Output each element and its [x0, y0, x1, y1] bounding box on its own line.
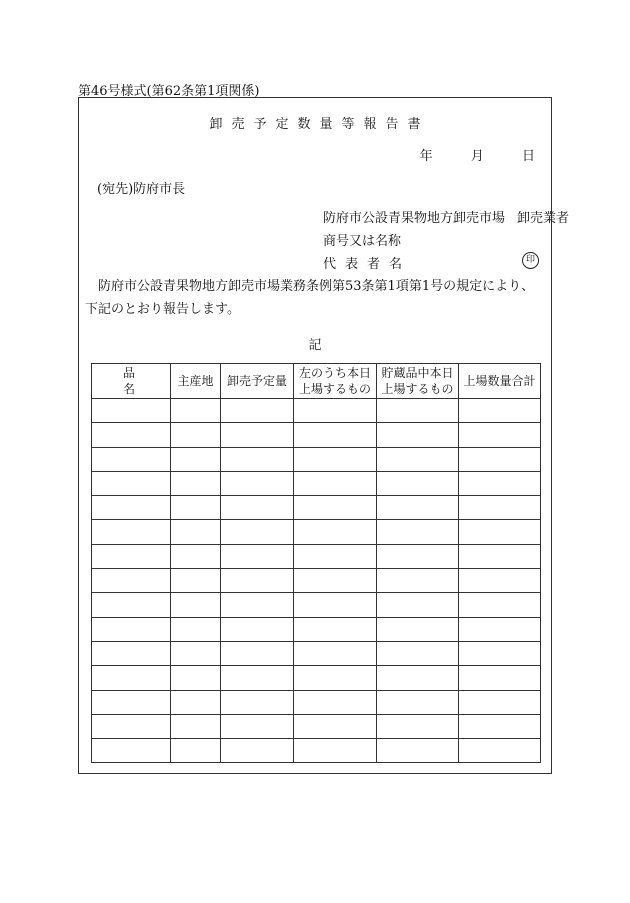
table-row [92, 423, 541, 447]
table-row [92, 520, 541, 544]
table-header-row [92, 364, 541, 399]
report-form-frame [78, 97, 570, 774]
listed-today-cell[interactable] [294, 569, 377, 593]
stored-listed-today-cell[interactable] [377, 569, 459, 593]
form-number: 第46号様式(第62条第1項関係) [78, 84, 260, 99]
item-name-cell[interactable] [92, 714, 171, 738]
stored-listed-today-cell[interactable] [377, 714, 459, 738]
total-listed-cell[interactable] [459, 666, 541, 690]
listed-today-cell[interactable] [294, 544, 377, 568]
representative-line [323, 253, 539, 272]
item-name-cell[interactable] [92, 641, 171, 665]
total-listed-cell[interactable] [459, 496, 541, 520]
table-row [92, 641, 541, 665]
origin-cell[interactable] [171, 399, 221, 423]
addressee: (宛先)防府市長 [97, 182, 186, 197]
listed-today-cell[interactable] [294, 666, 377, 690]
planned-quantity-cell[interactable] [221, 520, 294, 544]
listed-today-cell[interactable] [294, 471, 377, 495]
listed-today-cell[interactable] [294, 399, 377, 423]
origin-cell[interactable] [171, 666, 221, 690]
planned-quantity-cell[interactable] [221, 617, 294, 641]
total-listed-cell[interactable] [459, 617, 541, 641]
item-name-cell[interactable] [92, 569, 171, 593]
table-row [92, 569, 541, 593]
table-body [92, 399, 541, 763]
table-row [92, 544, 541, 568]
date-day-label: 日 [521, 149, 535, 164]
listed-today-cell[interactable] [294, 690, 377, 714]
origin-cell[interactable] [171, 641, 221, 665]
stored-listed-today-cell[interactable] [377, 666, 459, 690]
planned-quantity-cell[interactable] [221, 496, 294, 520]
listed-today-cell[interactable] [294, 641, 377, 665]
representative-label: 代表者名 [323, 257, 412, 272]
origin-cell[interactable] [171, 569, 221, 593]
table-row [92, 739, 541, 763]
item-name-cell[interactable] [92, 447, 171, 471]
table-row [92, 447, 541, 471]
planned-quantity-cell[interactable] [221, 666, 294, 690]
table-row [92, 617, 541, 641]
stored-listed-today-cell[interactable] [377, 471, 459, 495]
header-item-name: 品名 [92, 364, 171, 399]
stored-listed-today-cell[interactable] [377, 423, 459, 447]
item-name-cell[interactable] [92, 739, 171, 763]
item-name-cell[interactable] [92, 593, 171, 617]
origin-cell[interactable] [171, 739, 221, 763]
note-heading: 記 [308, 338, 322, 353]
origin-cell[interactable] [171, 496, 221, 520]
header-listed-today: 左のうち本日上場するもの [294, 364, 377, 399]
total-listed-cell[interactable] [459, 399, 541, 423]
stored-listed-today-cell[interactable] [377, 641, 459, 665]
stored-listed-today-cell[interactable] [377, 520, 459, 544]
planned-quantity-cell[interactable] [221, 739, 294, 763]
item-name-cell[interactable] [92, 399, 171, 423]
total-listed-cell[interactable] [459, 471, 541, 495]
origin-cell[interactable] [171, 593, 221, 617]
item-name-cell[interactable] [92, 520, 171, 544]
total-listed-cell[interactable] [459, 641, 541, 665]
table-row [92, 496, 541, 520]
total-listed-cell[interactable] [459, 447, 541, 471]
form-title: 卸売予定数量等報告書 [209, 117, 430, 132]
table-row [92, 714, 541, 738]
planned-quantity-cell[interactable] [221, 544, 294, 568]
stored-listed-today-cell[interactable] [377, 690, 459, 714]
listed-today-cell[interactable] [294, 423, 377, 447]
item-name-cell[interactable] [92, 544, 171, 568]
trader-label: 卸売業者 [517, 211, 570, 226]
listed-today-cell[interactable] [294, 520, 377, 544]
total-listed-cell[interactable] [459, 690, 541, 714]
total-listed-cell[interactable] [459, 423, 541, 447]
planned-quantity-cell[interactable] [221, 690, 294, 714]
listed-today-cell[interactable] [294, 617, 377, 641]
report-table [91, 363, 541, 763]
total-listed-cell[interactable] [459, 544, 541, 568]
trade-name-label: 商号又は名称 [323, 234, 402, 249]
listed-today-cell[interactable] [294, 447, 377, 471]
header-stored-listed-today: 貯蔵品中本日上場するもの [377, 364, 459, 399]
origin-cell[interactable] [171, 544, 221, 568]
item-name-cell[interactable] [92, 423, 171, 447]
item-name-cell[interactable] [92, 471, 171, 495]
total-listed-cell[interactable] [459, 739, 541, 763]
date-year-label: 年 [419, 149, 433, 164]
origin-cell[interactable] [171, 714, 221, 738]
listed-today-cell[interactable] [294, 739, 377, 763]
planned-quantity-cell[interactable] [221, 569, 294, 593]
header-planned-quantity: 卸売予定量 [221, 364, 294, 399]
table-row [92, 593, 541, 617]
header-origin: 主産地 [171, 364, 221, 399]
table-row [92, 690, 541, 714]
date-line [420, 145, 535, 164]
stored-listed-today-cell[interactable] [377, 496, 459, 520]
item-name-cell[interactable] [92, 617, 171, 641]
table-row [92, 399, 541, 423]
total-listed-cell[interactable] [459, 593, 541, 617]
origin-cell[interactable] [171, 447, 221, 471]
item-name-cell[interactable] [92, 666, 171, 690]
planned-quantity-cell[interactable] [221, 447, 294, 471]
stored-listed-today-cell[interactable] [377, 739, 459, 763]
report-statement: 防府市公設青果物地方卸売市場業務条例第53条第1項第1号の規定により、下記のとおり報告します。 [85, 279, 535, 317]
total-listed-cell[interactable] [459, 714, 541, 738]
listed-today-cell[interactable] [294, 714, 377, 738]
stored-listed-today-cell[interactable] [377, 593, 459, 617]
origin-cell[interactable] [171, 423, 221, 447]
table-row [92, 471, 541, 495]
item-name-cell[interactable] [92, 690, 171, 714]
origin-cell[interactable] [171, 471, 221, 495]
item-name-cell[interactable] [92, 496, 171, 520]
planned-quantity-cell[interactable] [221, 593, 294, 617]
date-month-label: 月 [470, 149, 484, 164]
listed-today-cell[interactable] [294, 593, 377, 617]
submitter-market-line [323, 207, 569, 226]
planned-quantity-cell[interactable] [221, 471, 294, 495]
seal-mark: 印 [522, 252, 539, 269]
stored-listed-today-cell[interactable] [377, 447, 459, 471]
origin-cell[interactable] [171, 690, 221, 714]
planned-quantity-cell[interactable] [221, 714, 294, 738]
total-listed-cell[interactable] [459, 520, 541, 544]
listed-today-cell[interactable] [294, 496, 377, 520]
planned-quantity-cell[interactable] [221, 423, 294, 447]
stored-listed-today-cell[interactable] [377, 617, 459, 641]
origin-cell[interactable] [171, 617, 221, 641]
total-listed-cell[interactable] [459, 569, 541, 593]
header-total-listed: 上場数量合計 [459, 364, 541, 399]
stored-listed-today-cell[interactable] [377, 399, 459, 423]
table-row [92, 666, 541, 690]
planned-quantity-cell[interactable] [221, 399, 294, 423]
stored-listed-today-cell[interactable] [377, 544, 459, 568]
origin-cell[interactable] [171, 520, 221, 544]
planned-quantity-cell[interactable] [221, 641, 294, 665]
market-name: 防府市公設青果物地方卸売市場 [323, 211, 506, 226]
